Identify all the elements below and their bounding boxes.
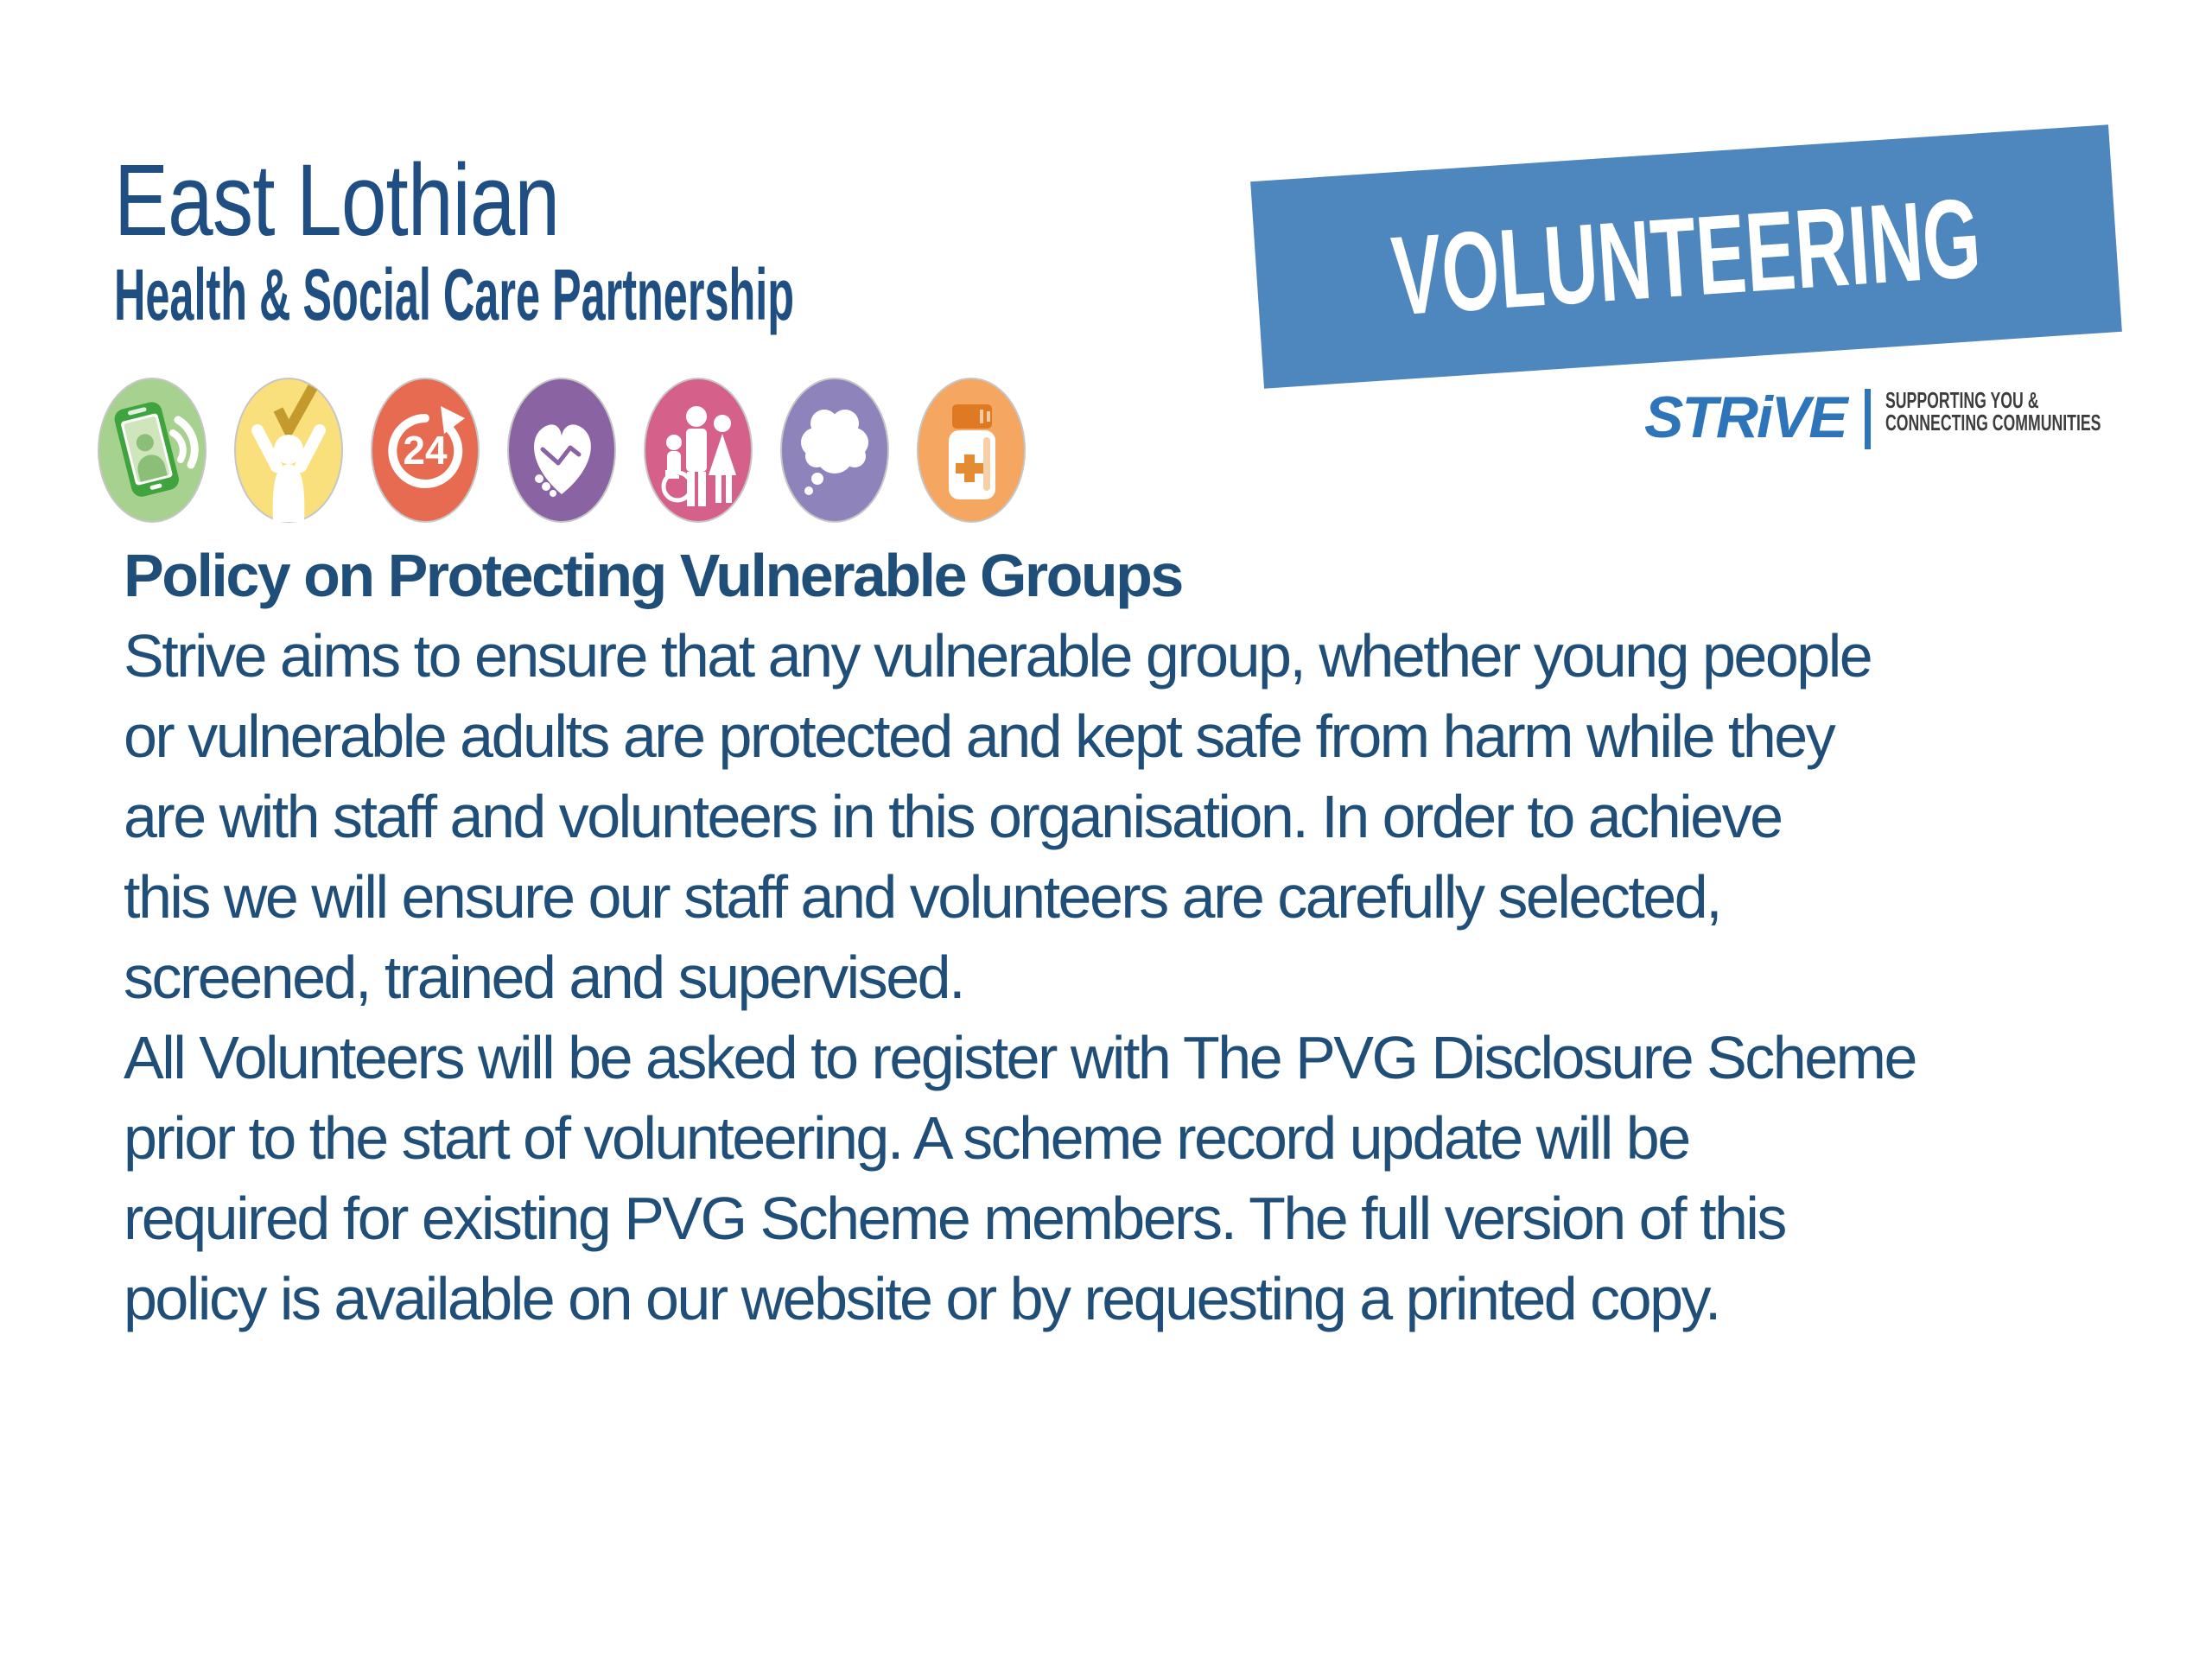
policy-line: required for existing PVG Scheme members. The full version of this — [124, 1185, 1785, 1252]
policy-line: or vulnerable adults are protected and kept safe from harm while they — [124, 702, 1834, 770]
volunteering-banner — [1250, 124, 2122, 388]
policy-text-block — [124, 536, 1916, 1339]
thought-bubble-icon — [779, 377, 890, 524]
logo-line1: East Lothian — [114, 143, 560, 257]
medicine-bottle-icon — [916, 377, 1027, 524]
policy-heading: Policy on Protecting Vulnerable Groups — [124, 542, 1182, 609]
policy-line: screened, trained and supervised. — [124, 944, 964, 1011]
handshake-heart-icon — [506, 377, 617, 524]
banner-title: VOLUNTEERING — [1388, 174, 1985, 340]
policy-line: prior to the start of volunteering. A scheme record update will be — [124, 1104, 1689, 1172]
logo-line2: Health & Social Care Partnership — [114, 254, 795, 335]
policy-line: are with staff and volunteers in this organisation. In order to achieve — [124, 783, 1782, 850]
strive-tagline-line2: CONNECTING COMMUNITIES — [1885, 410, 2101, 435]
strive-wordmark: STRiVE — [1644, 385, 1847, 450]
strive-tagline — [1885, 389, 2101, 434]
svg-text:24: 24 — [403, 428, 448, 473]
policy-line: policy is available on our website or by requesting a printed copy. — [124, 1265, 1719, 1332]
east-lothian-logo — [114, 145, 1248, 334]
strive-divider-bar — [1865, 389, 1871, 449]
24-hour-icon — [370, 377, 480, 524]
phone-icon — [97, 377, 207, 524]
policy-line: this we will ensure our staff and volunteers are carefully selected, — [124, 863, 1721, 931]
person-check-icon — [233, 377, 344, 524]
service-icon-strip — [97, 377, 1027, 524]
policy-line: All Volunteers will be asked to register with The PVG Disclosure Scheme — [124, 1024, 1916, 1091]
policy-line: Strive aims to ensure that any vulnerable group, whether young people — [124, 622, 1872, 690]
strive-tagline-line1: SUPPORTING YOU & — [1885, 387, 2039, 413]
family-icon — [643, 377, 753, 524]
